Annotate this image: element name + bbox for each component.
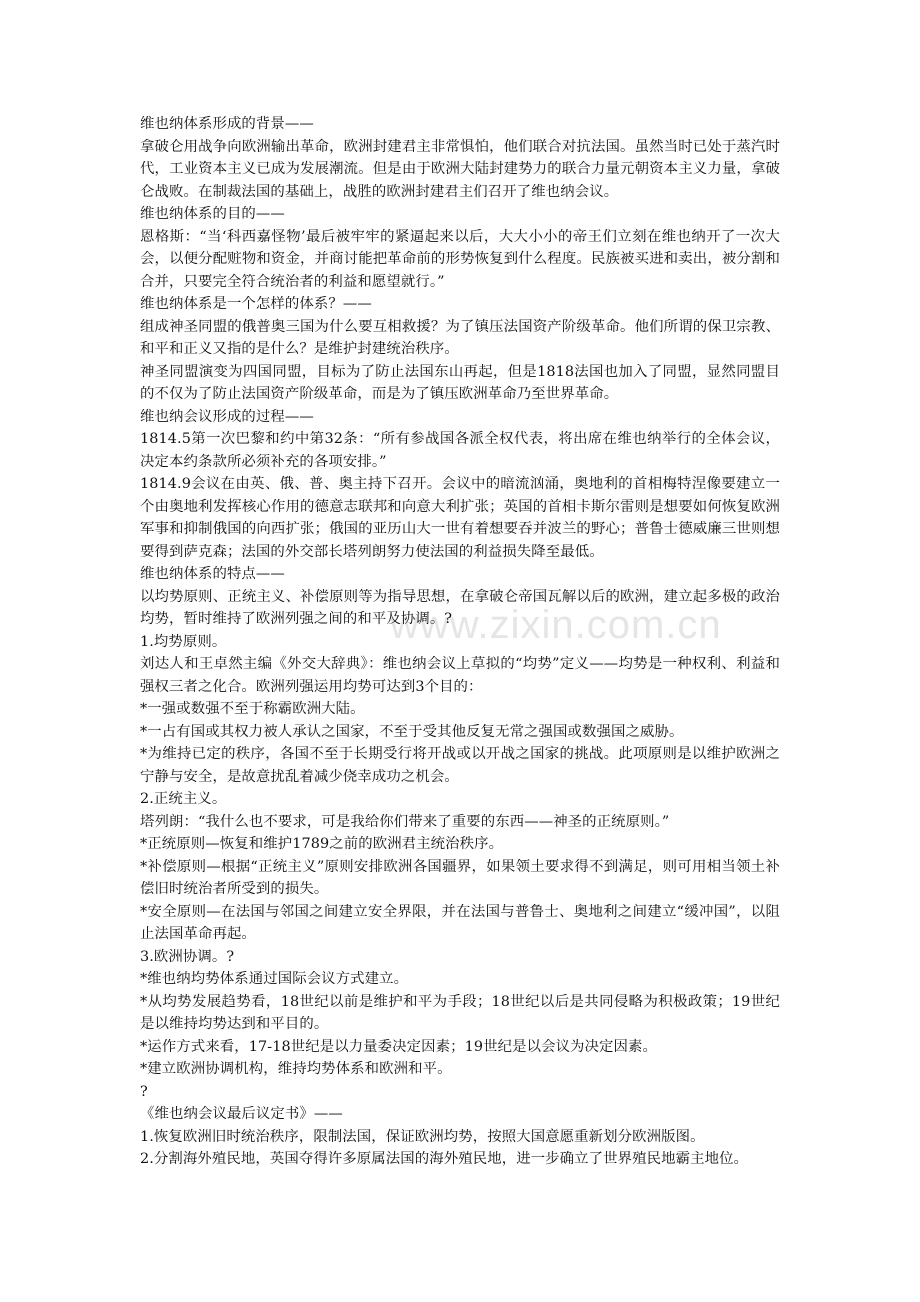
heading-what-system: 维也纳体系是一个怎样的体系？—— (140, 296, 372, 312)
bullet-concert-3: *运作方式来看，17-18世纪是以力量委决定因素；19世纪是以会议为决定因素。 (140, 1038, 658, 1055)
subheading-balance: 1.均势原则。 (140, 633, 227, 650)
paragraph-engels-quote: 恩格斯：“当‘科西嘉怪物’最后被牢牢的紧逼起来以后，大大小小的帝王们立刻在维也纳开了一次大会，以便分配赃物和资金，并商讨能把革命前的形势恢复到什么程度。民族被买进和卖出，被分割和合并，只要完全符合统治者的利益和愿望就行。” (140, 228, 780, 290)
paragraph-features: 以均势原则、正统主义、补偿原则等为指导思想，在拿破仑帝国瓦解以后的欧洲，建立起多极的政治均势，暂时维持了欧洲列强之间的和平及协调。? (140, 588, 780, 627)
document-body (140, 113, 780, 1171)
bullet-concert-4: *建立欧洲协调机构，维持均势体系和欧洲和平。 (140, 1061, 452, 1077)
heading-final-act: 《维也纳会议最后议定书》—— (140, 1106, 343, 1122)
bullet-balance-3: *为维持已定的秩序，各国不至于长期受行将开战或以开战之国家的挑战。此项原则是以维护欧洲之宁静与安全，是故意扰乱着减少侥幸成功之机会。 (140, 746, 780, 785)
heading-background: 维也纳体系形成的背景—— (140, 116, 314, 132)
paragraph-quadruple-alliance: 神圣同盟演变为四国同盟，目标为了防止法国东山再起，但是1818法国也加入了同盟，显然同盟目的不仅为了防止法国资产阶级革命，而是为了镇压欧洲革命乃至世界革命。 (140, 363, 780, 402)
heading-process: 维也纳会议形成的过程—— (140, 408, 314, 425)
subheading-legitimacy: 2.正统主义。 (140, 791, 227, 807)
heading-features: 维也纳体系的特点—— (140, 566, 285, 582)
bullet-legitimacy: *正统原则—恢复和维护1789之前的欧洲君主统治秩序。 (140, 836, 504, 852)
bullet-balance-1: *一强或数强不至于称霸欧洲大陆。 (140, 701, 365, 717)
paragraph-background: 拿破仑用战争向欧洲输出革命，欧洲封建君主非常惧怕，他们联合对抗法国。虽然当时已处于蒸汽时代，工业资本主义已成为发展潮流。但是由于欧洲大陆封建势力的联合力量元朝资本主义力量，拿破仑战败。在制裁法国的基础上，战胜的欧洲封建君主们召开了维也纳会议。 (140, 138, 780, 200)
paragraph-holy-alliance: 组成神圣同盟的俄普奥三国为什么要互相救援？为了镇压法国资产阶级革命。他们所谓的保卫宗教、和平和正义又指的是什么？是维护封建统治秩序。 (140, 318, 780, 357)
paragraph-paris-treaty: 1814.5第一次巴黎和约中第32条：“所有参战国各派全权代表，将出席在维也纳举行的全体会议，决定本约条款所必须补充的各项安排。” (140, 431, 780, 470)
bullet-balance-2: *一占有国或其权力被人承认之国家，不至于受其他反复无常之强国或数强国之威胁。 (140, 723, 684, 740)
heading-purpose: 维也纳体系的目的—— (140, 206, 285, 222)
bullet-concert-1: *维也纳均势体系通过国际会议方式建立。 (140, 971, 409, 987)
bullet-security: *安全原则—在法国与邻国之间建立安全界限，并在法国与普鲁士、奥地利之间建立“缓冲国”，以阻止法国革命再起。 (140, 903, 780, 942)
bullet-compensation: *补偿原则—根据“正统主义”原则安排欧洲各国疆界，如果领土要求得不到满足，则可用相当领土补偿旧时统治者所受到的损失。 (140, 858, 780, 897)
subheading-concert: 3.欧洲协调。? (140, 948, 235, 965)
paragraph-congress-held: 1814.9会议在由英、俄、普、奥主持下召开。会议中的暗流汹涌，奥地利的首相梅特涅像要建立一个由奥地利发挥核心作用的德意志联邦和向意大利扩张；英国的首相卡斯尔雷则是想要如何恢复欧洲军事和抑制俄国的向西扩张；俄国的亚历山大一世有着想要吞并波兰的野心；普鲁士德威廉三世则想要得到萨克森；法国的外交部长塔列朗努力使法国的利益损失降至最低。 (140, 476, 780, 560)
item-final-act-1: 1.恢复欧洲旧时统治秩序，限制法国，保证欧洲均势，按照大国意愿重新划分欧洲版图。 (140, 1128, 705, 1145)
stray-question-mark: ? (140, 1083, 148, 1100)
item-final-act-2: 2.分割海外殖民地，英国夺得许多原属法国的海外殖民地，进一步确立了世界殖民地霸主地位。 (140, 1151, 749, 1167)
watermark: www.zixin.com.cn (390, 603, 722, 647)
bullet-concert-2: *从均势发展趋势看，18世纪以前是维护和平为手段；18世纪以后是共同侵略为积极政策；19世纪是以维持均势达到和平目的。 (140, 993, 780, 1032)
paragraph-talleyrand-quote: 塔列朗：“我什么也不要求，可是我给你们带来了重要的东西——神圣的正统原则。” (140, 813, 670, 830)
paragraph-balance-definition: 刘达人和王卓然主编《外交大辞典》：维也纳会议上草拟的“均势”定义——均势是一种权利、利益和强权三者之化合。欧洲列强运用均势可达到3个目的： (140, 656, 780, 695)
